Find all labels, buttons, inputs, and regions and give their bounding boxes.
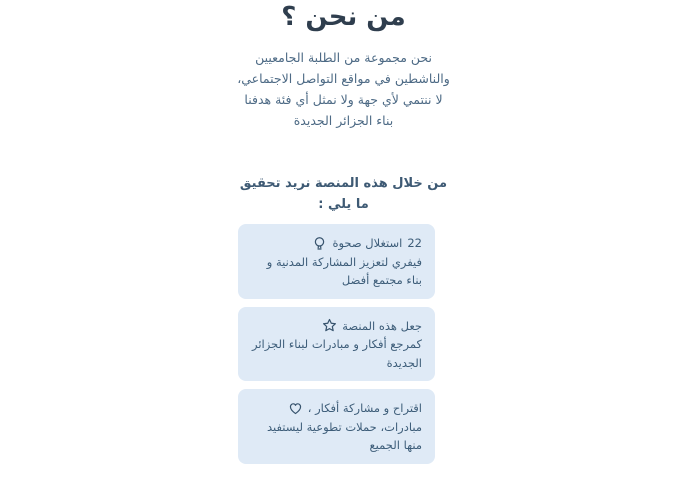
goal-card-title-row — [251, 234, 422, 253]
star-icon — [322, 318, 337, 333]
goal-cards — [237, 224, 450, 464]
goal-card-title: استغلال صحوة — [332, 236, 403, 250]
goal-card-body: كمرجع أفكار و مبادرات لبناء الجزائر الجديدة — [251, 337, 422, 370]
goal-card-title: جعل هذه المنصة — [342, 318, 422, 333]
goal-card-sharing — [238, 389, 435, 464]
about-section — [237, 0, 450, 472]
goal-card-title-row — [251, 399, 422, 418]
lightbulb-icon — [312, 236, 327, 251]
goal-card-title-row — [251, 317, 422, 336]
heart-icon — [288, 401, 303, 416]
goal-card-body: فيفري لتعزيز المشاركة المدنية و بناء مجتمع أفضل — [266, 254, 422, 287]
goal-card-number: 22 — [407, 236, 422, 250]
goal-card-title: اقتراح و مشاركة أفكار ، — [307, 401, 422, 415]
goals-heading: من خلال هذه المنصة نريد تحقيق ما يلي : — [239, 176, 448, 212]
page-title: من نحن ؟ — [281, 2, 406, 32]
goal-card-awakening — [238, 224, 435, 299]
goal-card-body: مبادرات، حملات تطوعية ليستفيد منها الجميع — [266, 419, 422, 452]
goal-card-reference — [238, 307, 435, 382]
intro-paragraph: نحن مجموعة من الطلبة الجامعيين والناشطين في مواقع التواصل الاجتماعي، لا ننتمي لأي جهة ولا نمثل أي فئة هدفنا بناء الجزائر الجديدة — [237, 50, 450, 128]
